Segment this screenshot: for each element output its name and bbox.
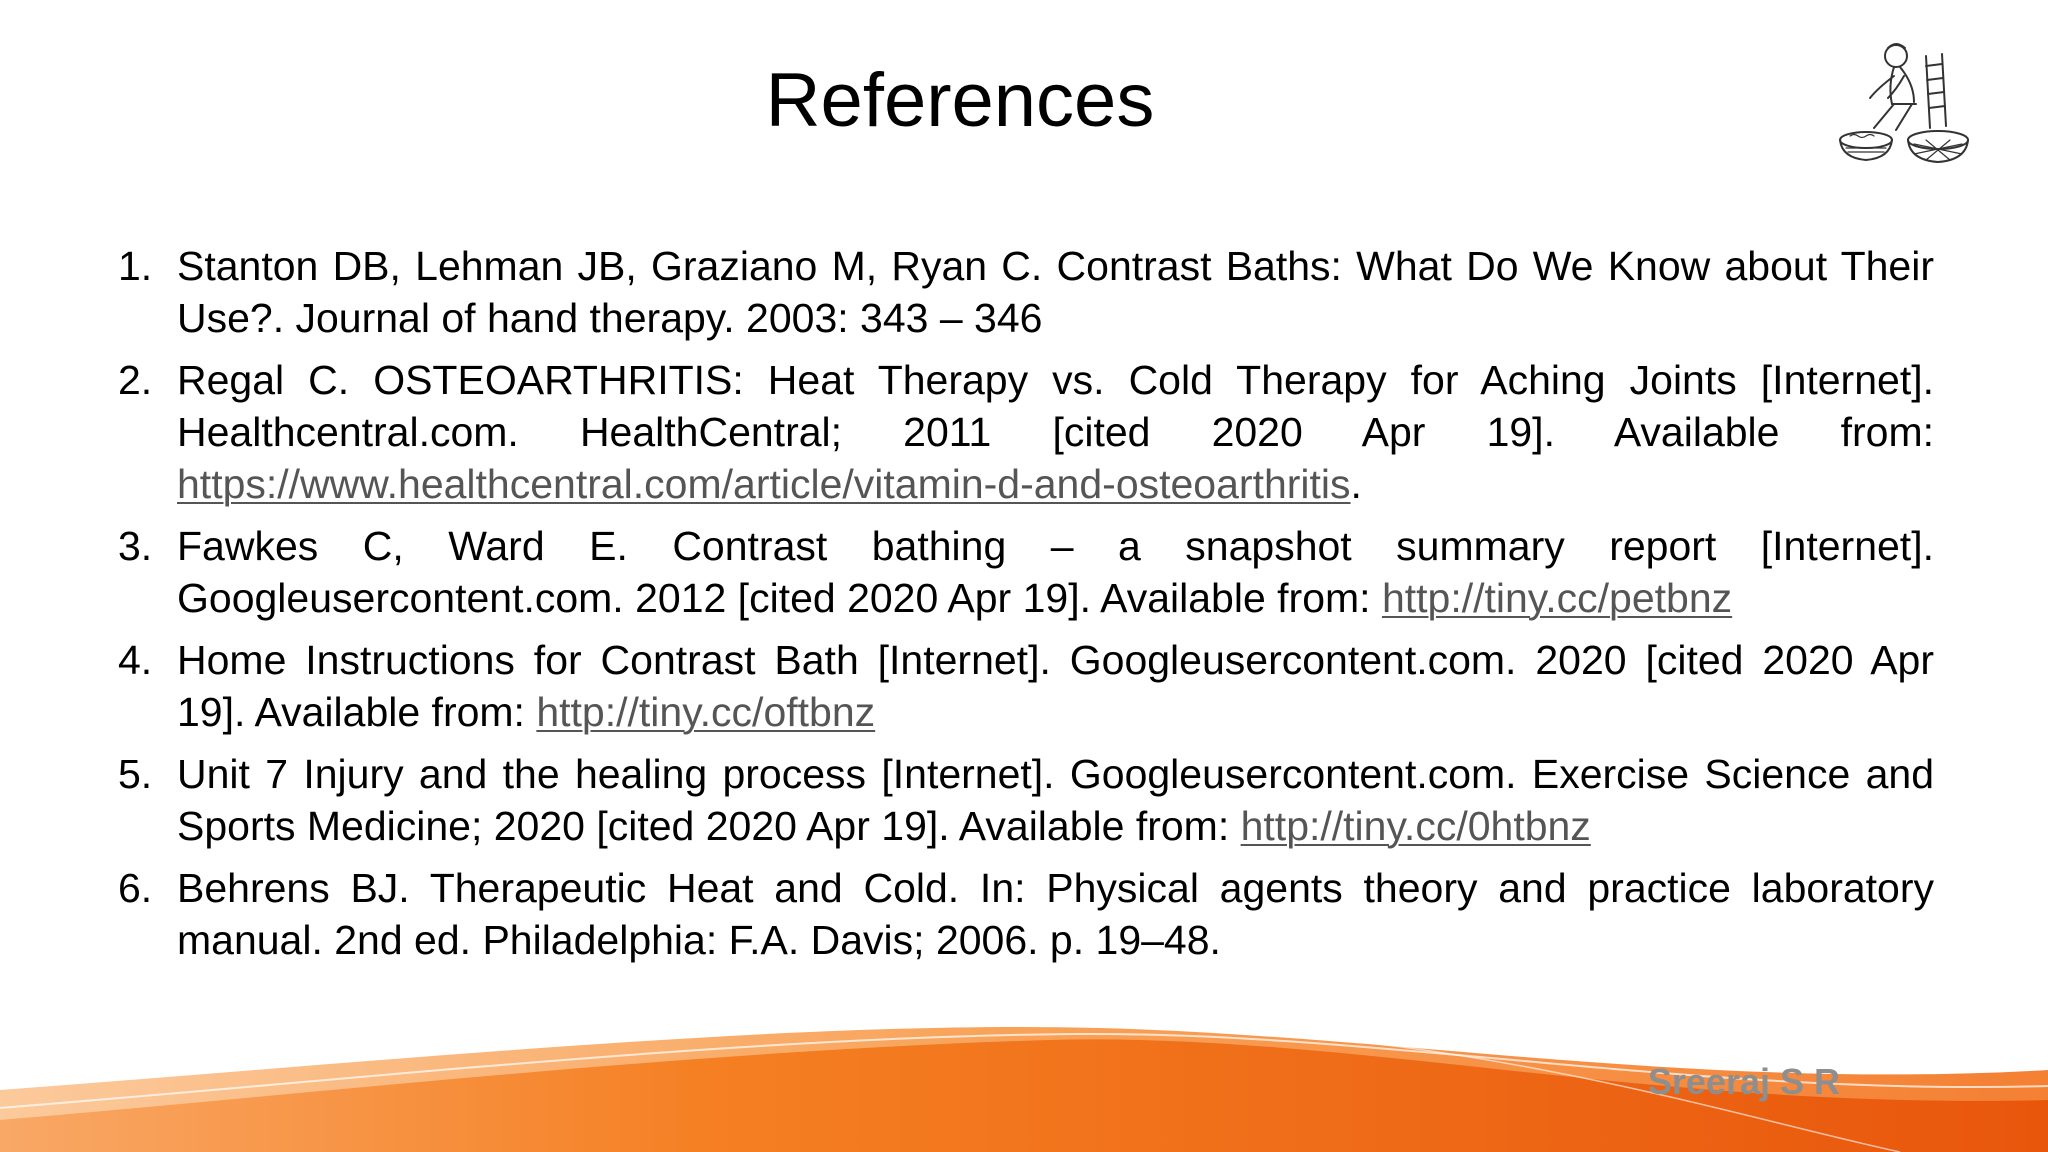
author-name: Sreeraj S R [1647, 1061, 1840, 1102]
reference-item [118, 748, 1934, 852]
reference-suffix: . [1350, 461, 1362, 507]
reference-item [118, 354, 1934, 510]
reference-number: 1. [118, 243, 153, 289]
reference-text: Fawkes C, Ward E. Contrast bathing – a snapshot summary report [Internet]. Googleusercontent.com. 2012 [cited 2020 Apr 19]. Available from: [177, 523, 1934, 621]
slide-title: References [765, 58, 1155, 143]
reference-link[interactable]: http://tiny.cc/petbnz [1381, 575, 1733, 621]
reference-item [118, 520, 1934, 624]
reference-text: Regal C. OSTEOARTHRITIS: Heat Therapy vs. Cold Therapy for Aching Joints [Internet]. Healthcentral.com. HealthCentral; 2011 [cited 2020 Apr 19]. Available from: [177, 357, 1934, 455]
reference-link[interactable]: https://www.healthcentral.com/article/vitamin-d-and-osteoarthritis [177, 461, 1351, 507]
reference-number: 2. [118, 357, 153, 403]
reference-item [118, 634, 1934, 738]
reference-number: 3. [118, 523, 153, 569]
reference-link[interactable]: http://tiny.cc/oftbnz [536, 689, 876, 735]
reference-item [118, 862, 1934, 966]
references-list [118, 240, 1934, 976]
reference-number: 5. [118, 751, 153, 797]
reference-text: Home Instructions for Contrast Bath [Internet]. Googleusercontent.com. 2020 [cited 2020 Apr 19]. Available from: [177, 637, 1934, 735]
reference-number: 4. [118, 637, 153, 683]
reference-item [118, 240, 1934, 344]
reference-text: Behrens BJ. Therapeutic Heat and Cold. In: Physical agents theory and practice laboratory manual. 2nd ed. Philadelphia: F.A. Davis; 2006. p. 19–48. [177, 865, 1934, 963]
reference-text: Stanton DB, Lehman JB, Graziano M, Ryan C. Contrast Baths: What Do We Know about Their Use?. Journal of hand therapy. 2003: 343 – 346 [177, 243, 1934, 341]
reference-link[interactable]: http://tiny.cc/0htbnz [1240, 803, 1591, 849]
contrast-bath-sketch-icon [1830, 36, 1990, 166]
reference-text: Unit 7 Injury and the healing process [Internet]. Googleusercontent.com. Exercise Science and Sports Medicine; 2020 [cited 2020 Apr 19]. Available from: [177, 751, 1934, 849]
reference-number: 6. [118, 865, 153, 911]
